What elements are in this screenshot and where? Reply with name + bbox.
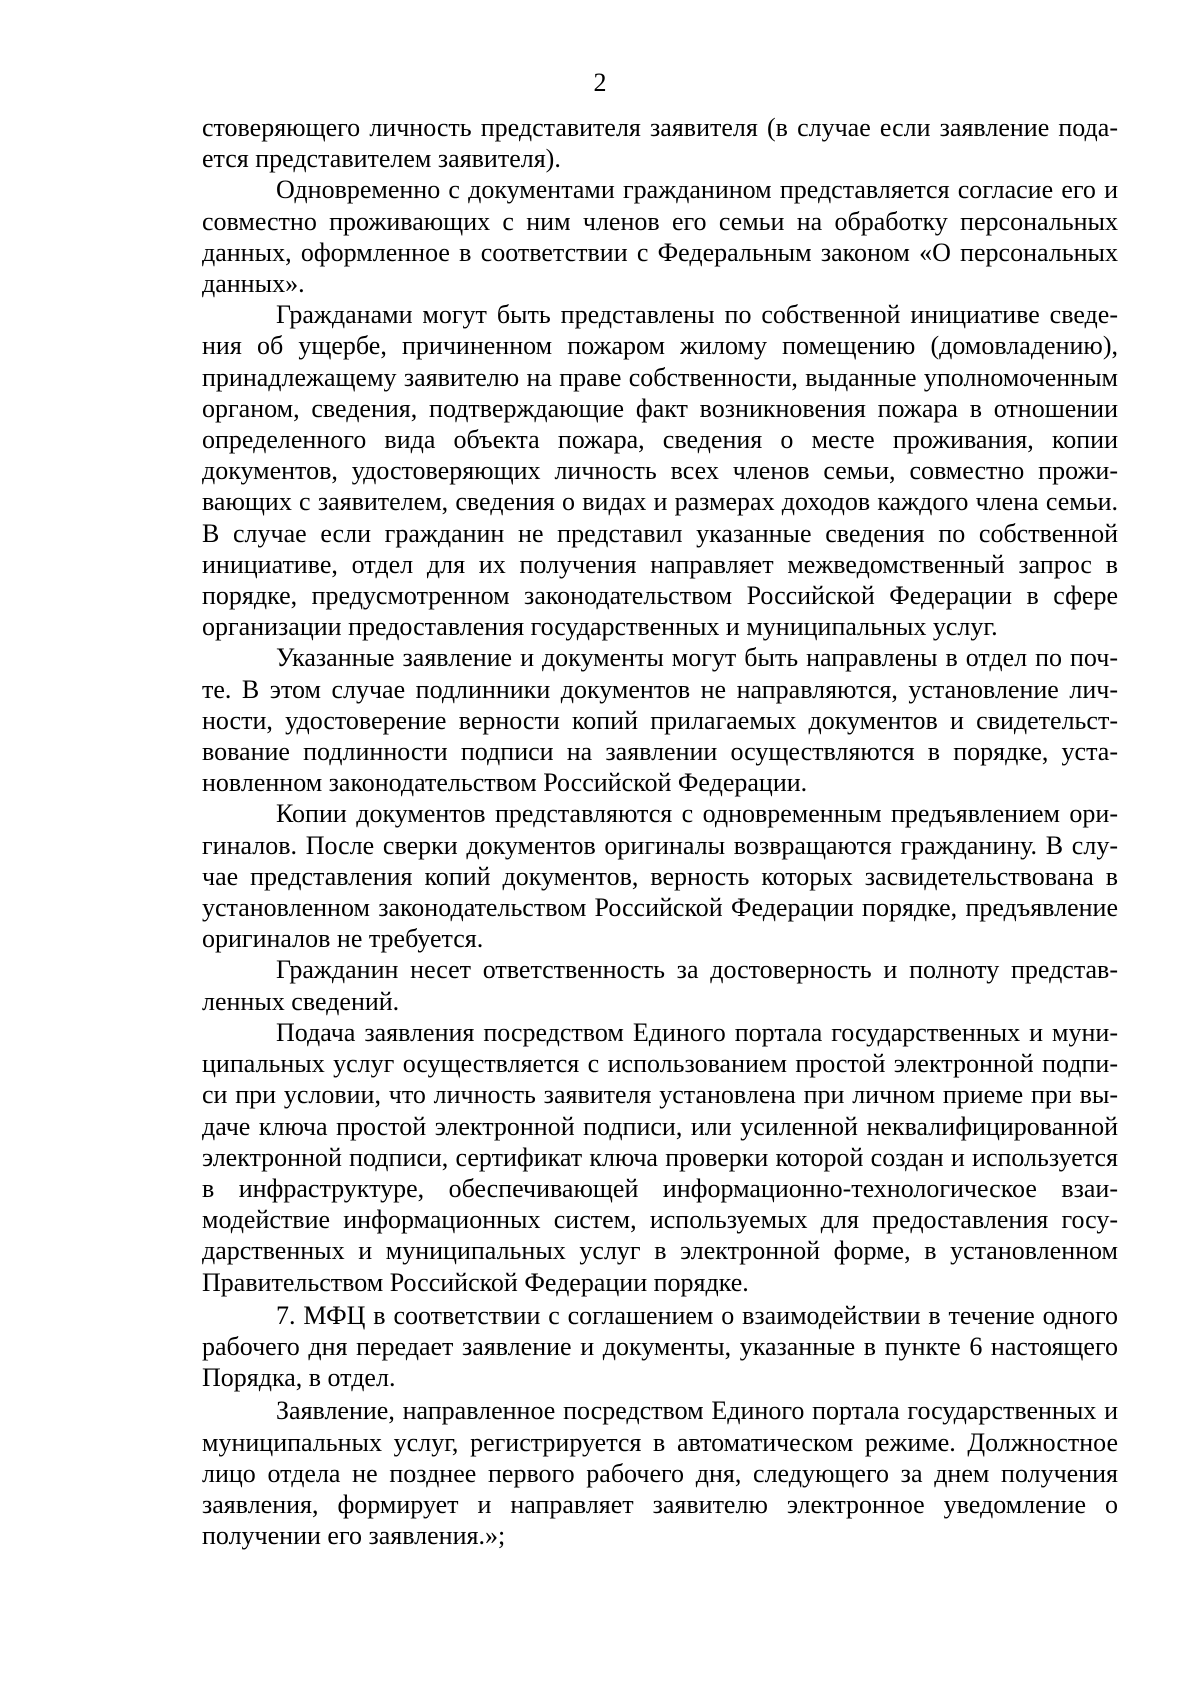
- document-body: [202, 112, 1118, 1551]
- paragraph-item-7: 7. МФЦ в соответствии с соглашением о взаимодействии в течение одного рабочего дня передает заявление и документы, указанные в пункте 6 настоящего Порядка, в отдел.: [202, 1300, 1118, 1393]
- paragraph-optional-documents: Гражданами могут быть представлены по собственной инициативе сведения об ущербе, причиненном пожаром жилому помещению (домовладению), принадлежащему заявителю на праве собственности, выданные уполномоченным органом, сведения, подтверждающие факт возникновения пожара в отношении определенного вида объекта пожара, сведения о месте проживания, копии документов, удостоверяющих личность всех членов семьи, совместно проживающих с заявителем, сведения о видах и размерах доходов каждого члена семьи. В случае если гражданин не представил указанные сведения по собственной инициативе, отдел для их получения направляет межведомственный запрос в порядке, предусмотренном законодательством Российской Федерации в сфере организации предоставления государственных и муниципальных услуг.: [202, 300, 1118, 642]
- paragraph-copies: Копии документов представляются с одновременным предъявлением оригиналов. После сверки документов оригиналы возвращаются гражданину. В случае представления копий документов, верность которых засвидетельствована в установленном законодательством Российской Федерации порядке, предъявление оригиналов не требуется.: [202, 799, 1118, 954]
- paragraph-registration: Заявление, направленное посредством Единого портала государственных и муниципальных услуг, регистрируется в автоматическом режиме. Должностное лицо отдела не позднее первого рабочего дня, следующего за днем получения заявления, формирует и направляет заявителю электронное уведомление о получении его заявления.»;: [202, 1396, 1118, 1551]
- paragraph-portal-submission: Подача заявления посредством Единого портала государственных и муниципальных услуг осуществляется с использованием простой электронной подписи при условии, что личность заявителя установлена при личном приеме при выдаче ключа простой электронной подписи, или усиленной неквалифицированной электронной подписи, сертификат ключа проверки которой создан и используется в инфраструктуре, обеспечивающей информационно-технологическое взаимодействие информационных систем, используемых для предоставления государственных и муниципальных услуг в электронной форме, в установленном Правительством Российской Федерации порядке.: [202, 1017, 1118, 1297]
- paragraph-mail-submission: Указанные заявление и документы могут быть направлены в отдел по почте. В этом случае подлинники документов не направляются, установление личности, удостоверение верности копий прилагаемых документов и свидетельствование подлинности подписи на заявлении осуществляются в порядке, установленном законодательством Российской Федерации.: [202, 643, 1118, 798]
- paragraph-consent: Одновременно с документами гражданином представляется согласие его и совместно проживающих с ним членов его семьи на обработку персональных данных, оформленное в соответствии с Федеральным законом «О персональных данных».: [202, 175, 1118, 299]
- page-number: 2: [593, 68, 607, 97]
- paragraph-continuation: стоверяющего личность представителя заявителя (в случае если заявление подается представителем заявителя).: [202, 113, 1118, 174]
- paragraph-responsibility: Гражданин несет ответственность за достоверность и полноту представленных сведений.: [202, 955, 1118, 1016]
